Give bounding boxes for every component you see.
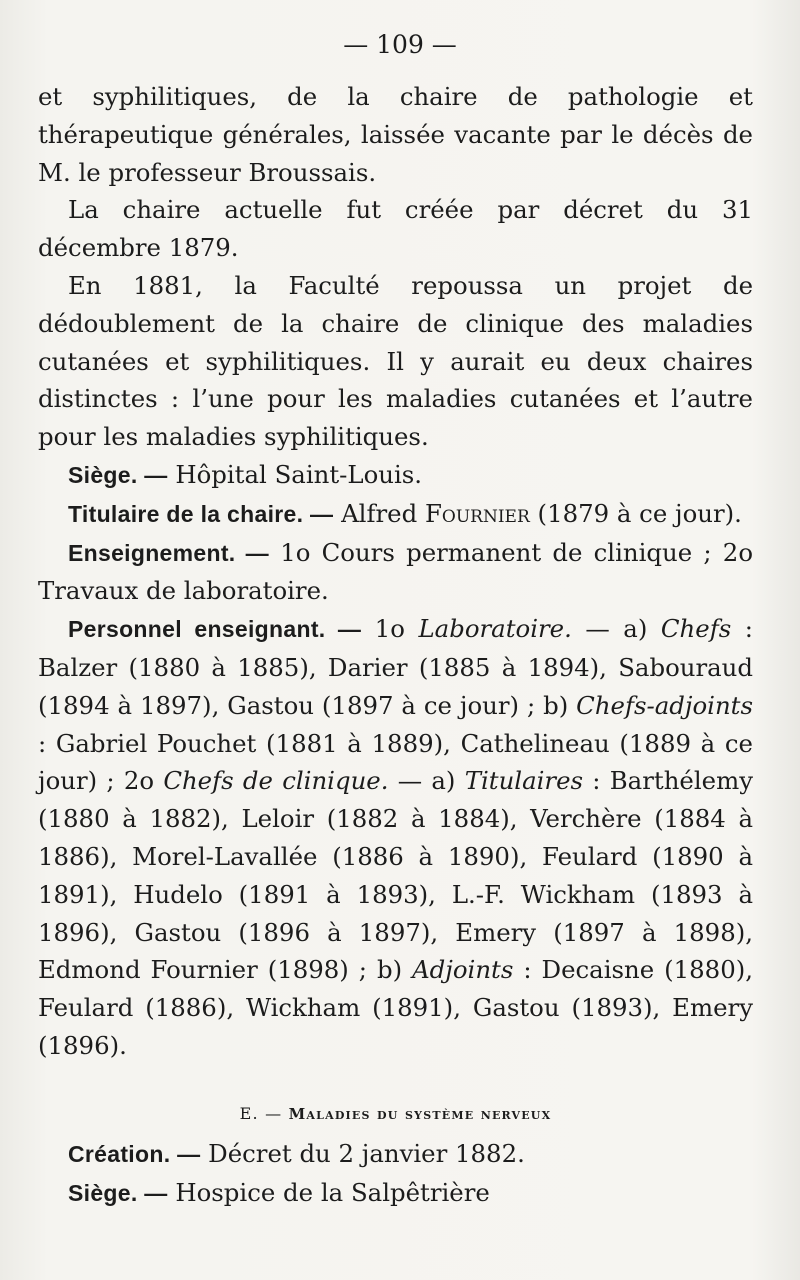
enseignement-label: Enseignement. —: [68, 539, 269, 566]
titulaire-dates: (1879 à ce jour).: [537, 498, 742, 528]
page-body: [38, 78, 753, 1212]
paragraph-dedoublement: En 1881, la Faculté repoussa un projet de dédoublement de la chaire de clinique des maladies cutanées et syphilitiques. Il y aurait eu deux chaires distinctes : l’une pour les maladies cutanées et l’autre pour les maladies syphilitiques.: [38, 270, 753, 452]
titulaire-first-name: Alfred: [341, 498, 418, 528]
personnel-s2: — a): [585, 614, 648, 644]
section-title: Maladies du système nerveux: [288, 1104, 552, 1123]
paragraph-chaire-creation: La chaire actuelle fut créée par décret du 31 décembre 1879.: [38, 195, 753, 263]
personnel-laboratoire: Laboratoire.: [418, 614, 572, 644]
siege-entry: [38, 456, 753, 495]
siege2-entry: [38, 1174, 753, 1213]
personnel-s3: — a): [397, 766, 456, 796]
personnel-chefs: Chefs: [660, 614, 732, 644]
page-number: — 109 —: [343, 30, 457, 59]
personnel-chefs-clinique: Chefs de clinique.: [163, 766, 389, 796]
creation-entry: [38, 1135, 753, 1174]
personnel-entry: [38, 610, 753, 1065]
personnel-chefs-adjoints: Chefs-adjoints: [576, 690, 753, 720]
siege-value: Hôpital Saint-Louis.: [175, 459, 423, 489]
siege-label: Siège. —: [68, 461, 168, 488]
titulaire-label: Titulaire de la chaire. —: [68, 500, 334, 527]
personnel-chefs-adjoints-list: : Gabriel Pouchet (1881 à 1889), Cathelineau (1889 à ce jour) ; 2o: [38, 728, 753, 796]
creation-label: Création. —: [68, 1140, 201, 1167]
section-letter: E. —: [239, 1103, 283, 1123]
siege2-value: Hospice de la Salpêtrière: [175, 1177, 490, 1207]
section-heading: [38, 1099, 753, 1129]
personnel-titulaires: Titulaires: [464, 766, 584, 796]
personnel-titulaires-list: : Barthélemy (1880 à 1882), Leloir (1882 à 1884), Verchère (1884 à 1886), Morel-Lavallée (1886 à 1890), Feulard (1890 à 1891), Hudelo (1891 à 1893), L.-F. Wickham (1893 à 1896), Gastou (1896 à 1897), Emery (1897 à 1898), Edmond Fournier (1898) ; b): [38, 766, 753, 985]
titulaire-last-name: Fournier: [424, 498, 530, 528]
paragraph-continuation: et syphilitiques, de la chaire de pathologie et thérapeutique générales, laissée vacante par le décès de M. le professeur Broussais.: [38, 82, 753, 187]
siege2-label: Siège. —: [68, 1179, 168, 1206]
personnel-chefs-list: : Balzer (1880 à 1885), Darier (1885 à 1894), Sabouraud (1894 à 1897), Gastou (1897 à ce jour) ; b): [38, 614, 753, 720]
personnel-adjoints-list: : Decaisne (1880), Feulard (1886), Wickham (1891), Gastou (1893), Emery (1896).: [38, 955, 753, 1060]
enseignement-value: 1o Cours permanent de clinique ; 2o Travaux de laboratoire.: [38, 537, 754, 606]
enseignement-entry: [38, 534, 753, 611]
titulaire-entry: [38, 495, 753, 534]
creation-value: Décret du 2 janvier 1882.: [208, 1138, 525, 1168]
personnel-s1: 1o: [374, 614, 405, 644]
personnel-label: Personnel enseignant. —: [68, 616, 362, 643]
personnel-adjoints: Adjoints: [412, 955, 514, 985]
